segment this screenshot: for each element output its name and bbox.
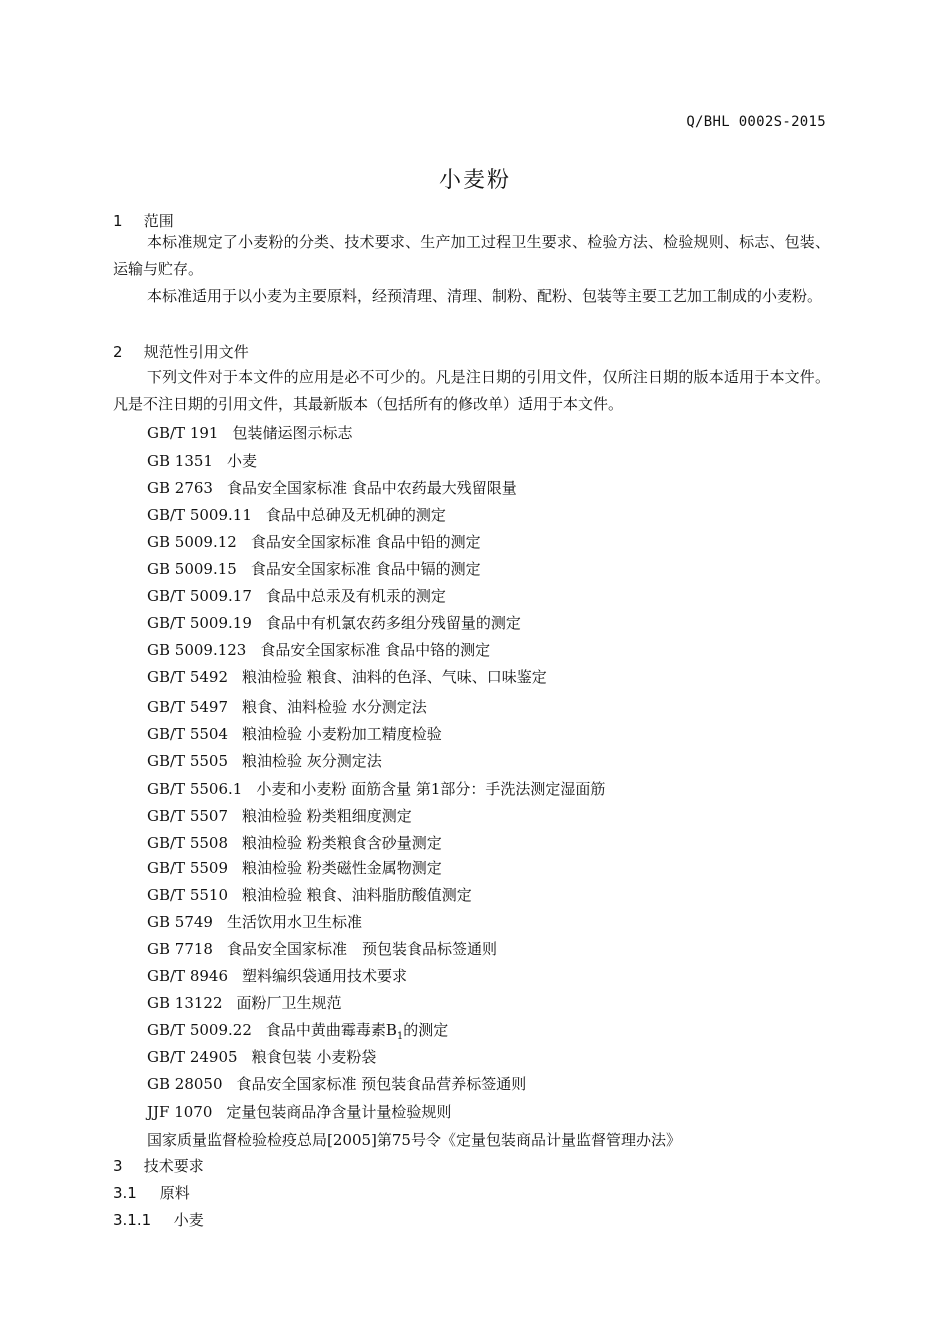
section-heading-3-1-1 — [113, 1209, 204, 1230]
reference-code: GB/T 5492 — [147, 668, 229, 686]
reference-item — [147, 1101, 451, 1122]
reference-code: GB/T 5009.22 — [147, 1021, 252, 1039]
reference-code: GB 7718 — [147, 940, 213, 958]
reference-code: GB 5009.123 — [147, 641, 247, 659]
section-number: 3.1 — [113, 1184, 137, 1202]
reference-title: 粮油检验 粉类磁性金属物测定 — [242, 859, 442, 877]
reference-item — [147, 1073, 526, 1094]
reference-item — [147, 805, 412, 826]
reference-item — [147, 750, 382, 771]
reference-item — [147, 723, 442, 744]
reference-title: 粮油检验 粉类粮食含砂量测定 — [242, 834, 442, 852]
reference-item-last: 国家质量监督检验检疫总局[2005]第75号令《定量包装商品计量监督管理办法》 — [147, 1131, 681, 1149]
reference-code: GB/T 5497 — [147, 698, 229, 716]
reference-item — [147, 612, 521, 633]
reference-item — [147, 992, 342, 1013]
reference-title: 食品安全国家标准 食品中农药最大残留限量 — [226, 479, 517, 497]
reference-item — [147, 857, 442, 878]
reference-item — [147, 696, 427, 717]
reference-title: 生活饮用水卫生标准 — [226, 913, 362, 931]
paragraph-scope-2: 本标准适用于以小麦为主要原料，经预清理、清理、制粉、配粉、包装等主要工艺加工制成的小麦粉。 — [147, 287, 823, 305]
reference-item — [147, 938, 497, 959]
reference-code: GB/T 5009.19 — [147, 614, 252, 632]
reference-code: GB/T 24905 — [147, 1048, 238, 1066]
section-heading-3 — [113, 1155, 204, 1176]
reference-item — [147, 639, 490, 660]
reference-item — [147, 504, 446, 525]
section-title: 原料 — [159, 1184, 190, 1202]
section-number: 3 — [113, 1157, 123, 1175]
reference-title: 小麦 — [226, 452, 257, 470]
reference-title: 面粉厂卫生规范 — [236, 994, 342, 1012]
reference-code: GB 5009.15 — [147, 560, 237, 578]
reference-item — [147, 832, 442, 853]
reference-title: 食品中总砷及无机砷的测定 — [265, 506, 446, 524]
reference-code: GB 5749 — [147, 913, 213, 931]
reference-code: GB/T 5009.11 — [147, 506, 252, 524]
section-heading-3-1 — [113, 1182, 190, 1203]
reference-item — [147, 422, 352, 443]
reference-item — [147, 965, 407, 986]
reference-code: GB 1351 — [147, 452, 213, 470]
reference-item — [147, 884, 472, 905]
reference-title: 食品中黄曲霉毒素B — [265, 1021, 397, 1039]
reference-title: 食品安全国家标准 食品中镉的测定 — [250, 560, 481, 578]
section-number: 1 — [113, 212, 123, 230]
section-heading-1 — [113, 210, 174, 231]
paragraph-scope-1: 本标准规定了小麦粉的分类、技术要求、生产加工过程卫生要求、检验方法、检验规则、标志、包装、运输与贮存。 — [113, 233, 830, 278]
reference-title: 粮油检验 粉类粗细度测定 — [242, 807, 412, 825]
reference-title: 塑料编织袋通用技术要求 — [242, 967, 408, 985]
reference-code: GB 13122 — [147, 994, 223, 1012]
reference-title: 食品中总汞及有机汞的测定 — [265, 587, 446, 605]
section-number: 2 — [113, 343, 123, 361]
reference-title: 粮油检验 粮食、油料脂肪酸值测定 — [242, 886, 472, 904]
section-heading-2 — [113, 341, 249, 362]
reference-code: GB/T 5509 — [147, 859, 229, 877]
reference-item — [147, 585, 446, 606]
reference-title: 粮油检验 灰分测定法 — [242, 752, 382, 770]
reference-title: 食品中有机氯农药多组分残留量的测定 — [265, 614, 521, 632]
reference-code: GB/T 5009.17 — [147, 587, 252, 605]
reference-item — [147, 450, 257, 471]
reference-code: GB/T 8946 — [147, 967, 229, 985]
reference-code: GB 28050 — [147, 1075, 223, 1093]
reference-subscript: 1 — [396, 1031, 404, 1042]
reference-item — [147, 1019, 448, 1042]
reference-title: 粮食、油料检验 水分测定法 — [242, 698, 427, 716]
reference-item — [147, 1046, 376, 1067]
paragraph-references-intro: 下列文件对于本文件的应用是必不可少的。凡是注日期的引用文件，仅所注日期的版本适用于本文件。凡是不注日期的引用文件，其最新版本（包括所有的修改单）适用于本文件。 — [113, 368, 830, 413]
reference-title: 包装储运图示标志 — [232, 424, 353, 442]
reference-code: GB/T 5504 — [147, 725, 229, 743]
reference-item — [147, 558, 481, 579]
reference-title: 粮食包装 小麦粉袋 — [251, 1048, 377, 1066]
reference-title: 定量包装商品净含量计量检验规则 — [226, 1103, 452, 1121]
reference-code: GB 2763 — [147, 479, 213, 497]
reference-code: GB/T 5508 — [147, 834, 229, 852]
reference-code: GB/T 5505 — [147, 752, 229, 770]
reference-title: 食品安全国家标准 食品中铅的测定 — [250, 533, 481, 551]
reference-title: 小麦和小麦粉 面筋含量 第1部分：手洗法测定湿面筋 — [256, 780, 606, 798]
reference-code: GB 5009.12 — [147, 533, 237, 551]
reference-title: 食品安全国家标准 预包装食品营养标签通则 — [236, 1075, 527, 1093]
reference-title-tail: 的测定 — [403, 1021, 449, 1039]
reference-item — [147, 477, 517, 498]
reference-title: 粮油检验 小麦粉加工精度检验 — [242, 725, 442, 743]
reference-code: JJF 1070 — [147, 1103, 213, 1121]
document-title: 小麦粉 — [438, 168, 511, 193]
reference-code: GB/T 191 — [147, 424, 219, 442]
reference-code: GB/T 5510 — [147, 886, 229, 904]
standard-code: Q/BHL 0002S-2015 — [686, 114, 826, 130]
reference-item — [147, 531, 481, 552]
reference-title: 粮油检验 粮食、油料的色泽、气味、口味鉴定 — [242, 668, 547, 686]
section-title: 小麦 — [173, 1211, 204, 1229]
section-title: 范围 — [143, 212, 174, 230]
reference-item — [147, 666, 547, 687]
section-title: 规范性引用文件 — [143, 343, 249, 361]
reference-title: 食品安全国家标准 预包装食品标签通则 — [226, 940, 497, 958]
reference-code: GB/T 5507 — [147, 807, 229, 825]
reference-code: GB/T 5506.1 — [147, 780, 243, 798]
section-number: 3.1.1 — [113, 1211, 152, 1229]
section-title: 技术要求 — [143, 1157, 204, 1175]
reference-item — [147, 778, 605, 799]
reference-title: 食品安全国家标准 食品中铬的测定 — [260, 641, 491, 659]
reference-item — [147, 911, 362, 932]
